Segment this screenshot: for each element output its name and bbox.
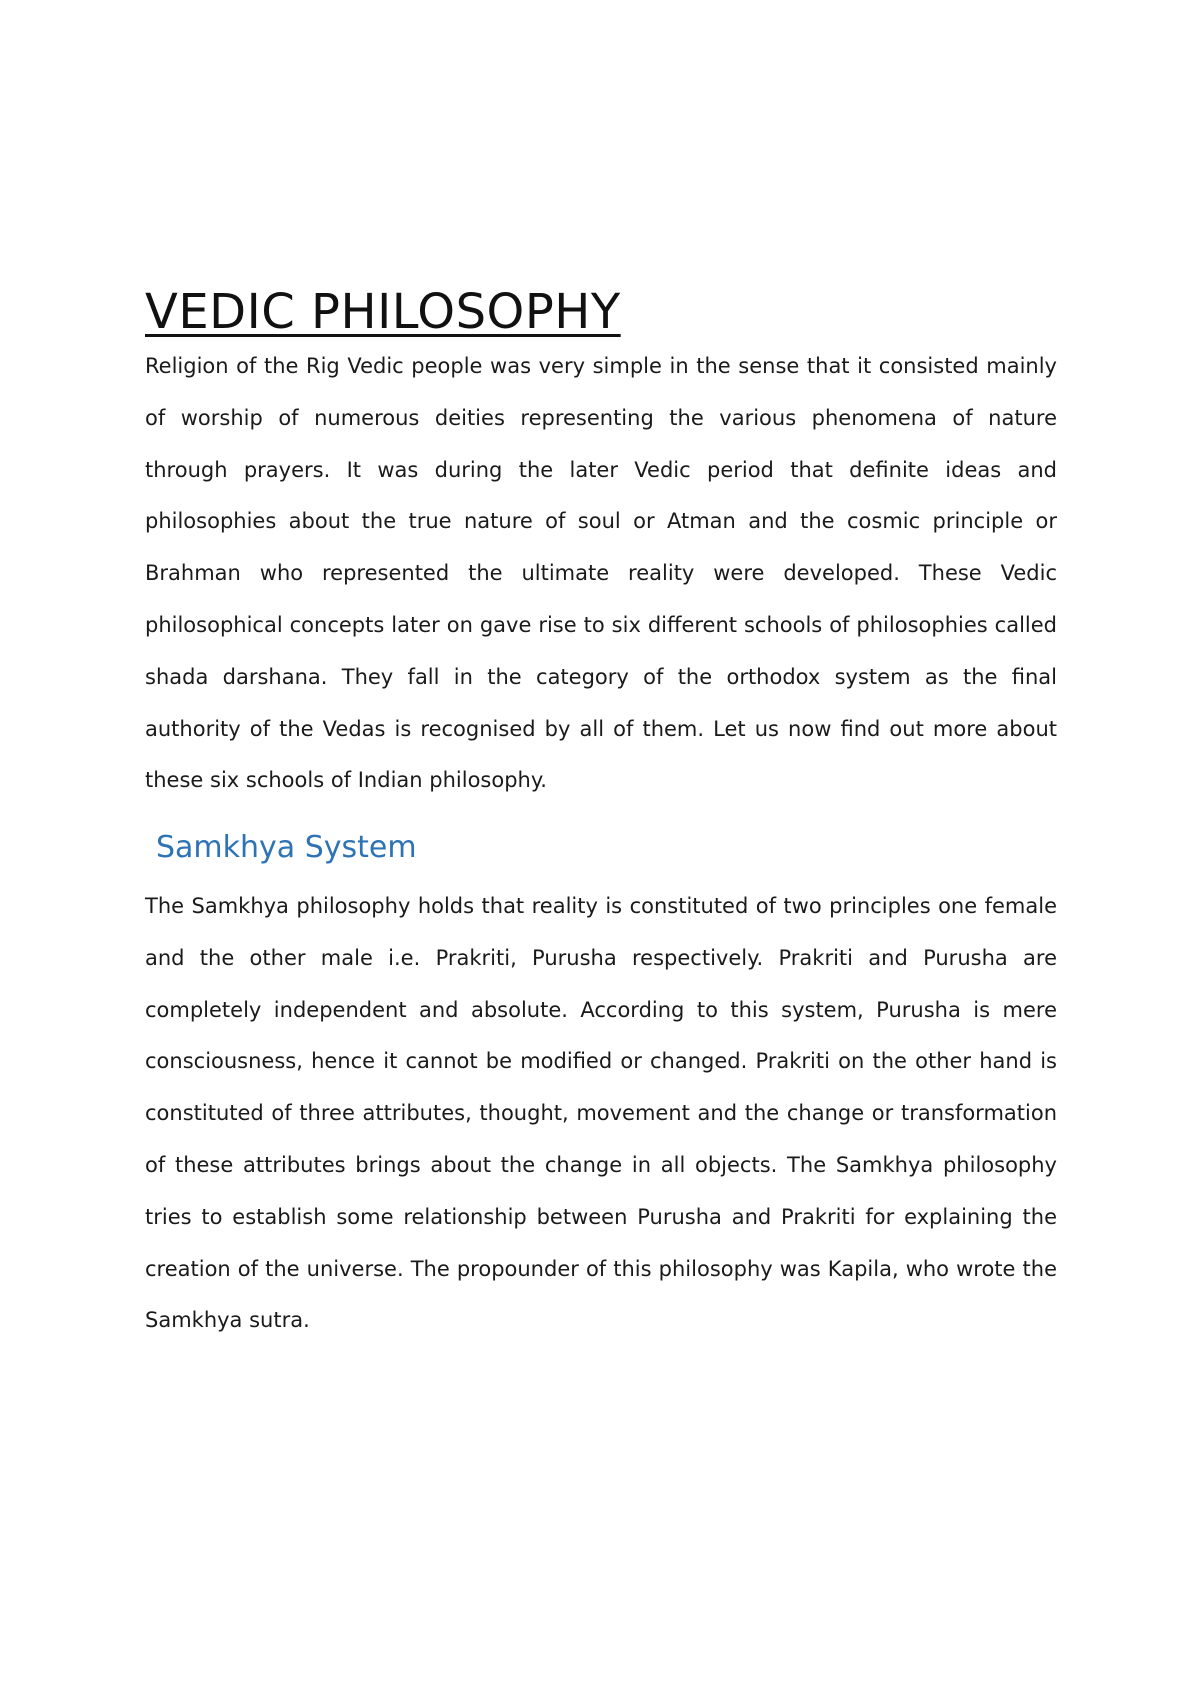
section-heading: Samkhya System xyxy=(156,830,417,865)
section-paragraph: The Samkhya philosophy holds that reality is constituted of two principles one female and the other male i.e. Prakriti, Purusha respectively. Prakriti and Purusha are completely independent and absolute. According to this system, Purusha is mere consciousness, hence it cannot be modified or changed. Prakriti on the other hand is constituted of three attributes, thought, movement and the change or transformation of these attributes brings about the change in all objects. The Samkhya philosophy tries to establish some relationship between Purusha and Prakriti for explaining the creation of the universe. The propounder of this philosophy was Kapila, who wrote the Samkhya sutra. xyxy=(145,894,1057,1333)
intro-paragraph: Religion of the Rig Vedic people was very simple in the sense that it consisted mainly of worship of numerous deities representing the various phenomena of nature through prayers. It was during the later Vedic period that definite ideas and philosophies about the true nature of soul or Atman and the cosmic principle or Brahman who represented the ultimate reality were developed. These Vedic philosophical concepts later on gave rise to six different schools of philosophies called shada darshana. They fall in the category of the orthodox system as the final authority of the Vedas is recognised by all of them. Let us now find out more about these six schools of Indian philosophy. xyxy=(145,354,1057,793)
page-title: VEDIC PHILOSOPHY xyxy=(145,284,621,340)
